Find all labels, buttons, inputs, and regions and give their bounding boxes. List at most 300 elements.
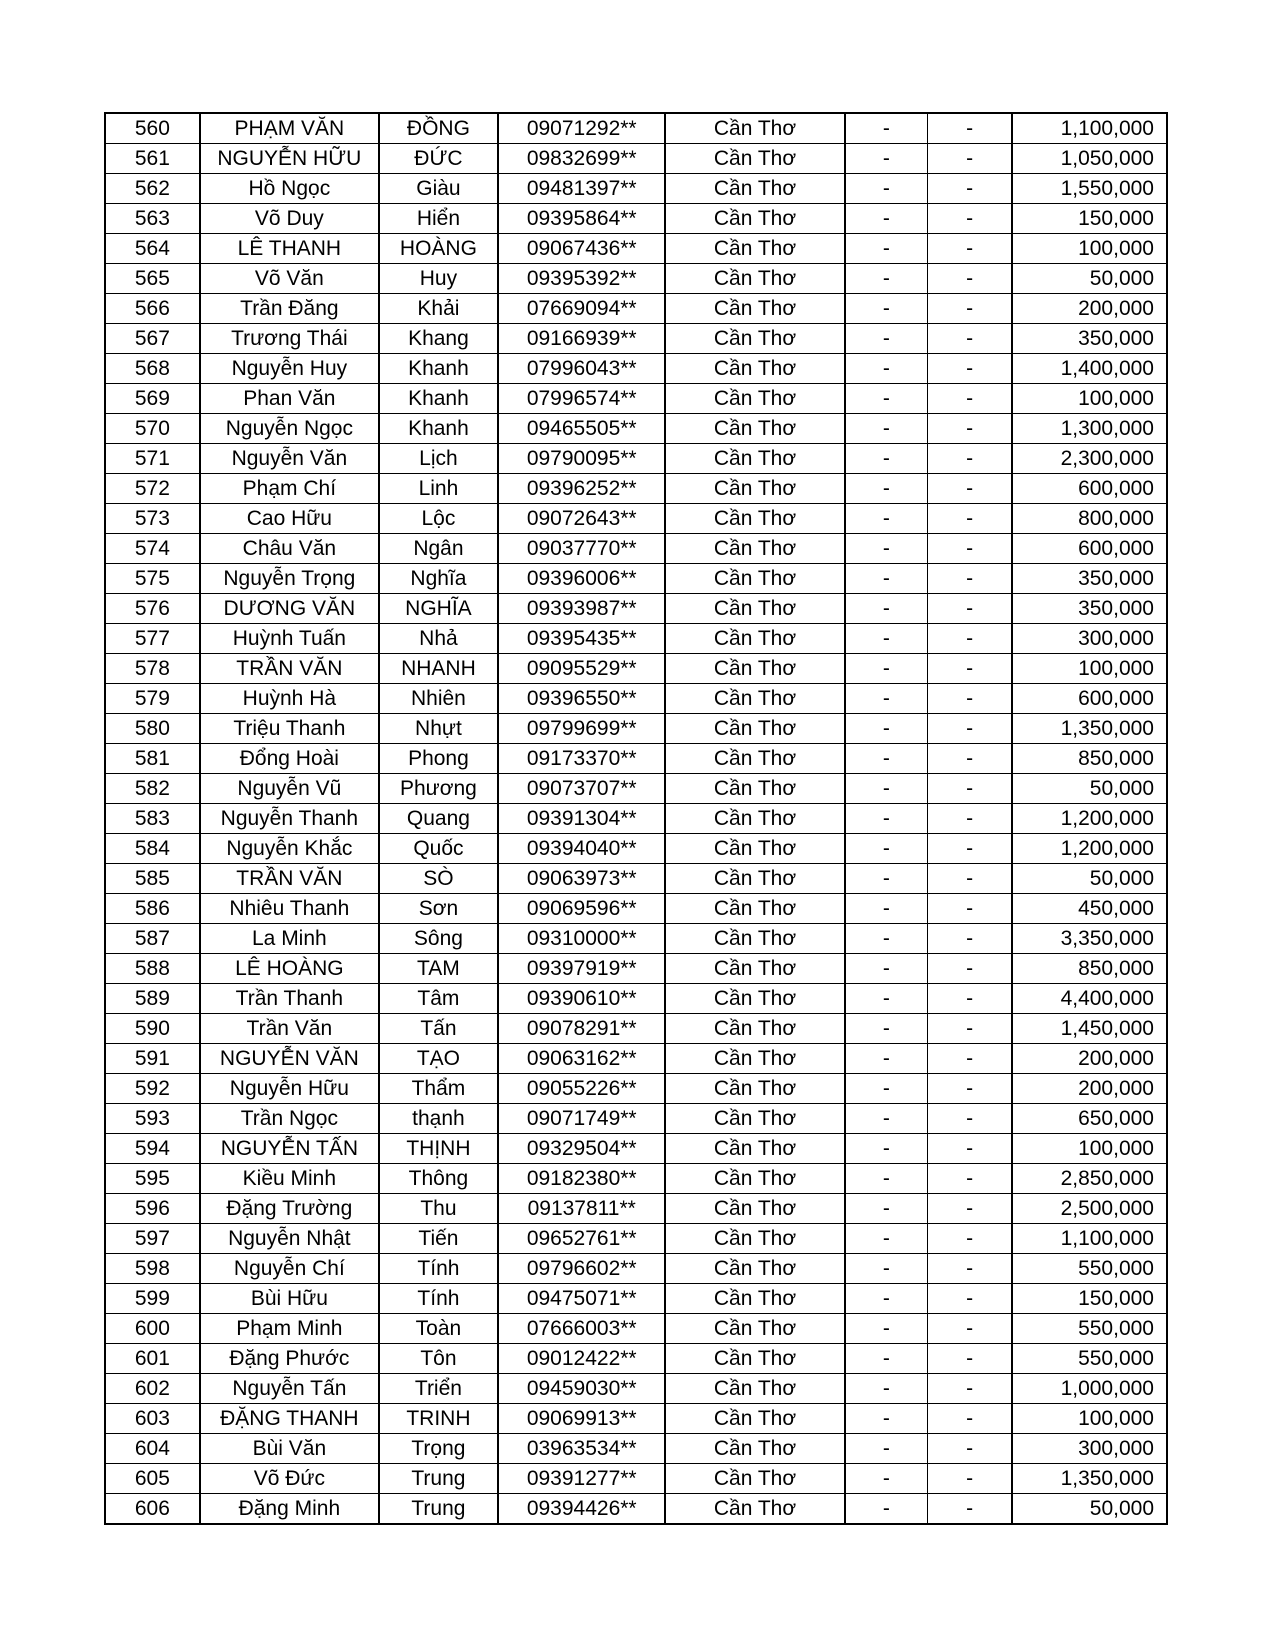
dash-cell-1: - — [845, 954, 928, 984]
dash-cell-2: - — [928, 1194, 1012, 1224]
amount-cell: 50,000 — [1012, 264, 1167, 294]
row-number-cell: 598 — [105, 1254, 200, 1284]
dash-cell-1: - — [845, 594, 928, 624]
dash-cell-1: - — [845, 384, 928, 414]
dash-cell-2: - — [928, 624, 1012, 654]
surname-cell: Võ Duy — [200, 204, 379, 234]
table-row — [105, 894, 1167, 924]
table-row — [105, 384, 1167, 414]
table-row — [105, 804, 1167, 834]
address-cell: Cần Thơ — [665, 1404, 844, 1434]
address-cell: Cần Thơ — [665, 1464, 844, 1494]
row-number-cell: 592 — [105, 1074, 200, 1104]
address-cell: Cần Thơ — [665, 624, 844, 654]
row-number-cell: 560 — [105, 113, 200, 144]
amount-cell: 100,000 — [1012, 1134, 1167, 1164]
surname-cell: Trần Đăng — [200, 294, 379, 324]
given-name-cell: Nhựt — [379, 714, 498, 744]
dash-cell-2: - — [928, 954, 1012, 984]
amount-cell: 2,850,000 — [1012, 1164, 1167, 1194]
dash-cell-1: - — [845, 1104, 928, 1134]
address-cell: Cần Thơ — [665, 684, 844, 714]
address-cell: Cần Thơ — [665, 144, 844, 174]
dash-cell-1: - — [845, 714, 928, 744]
amount-cell: 350,000 — [1012, 324, 1167, 354]
row-number-cell: 563 — [105, 204, 200, 234]
row-number-cell: 578 — [105, 654, 200, 684]
given-name-cell: ĐỒNG — [379, 113, 498, 144]
phone-cell: 09072643** — [498, 504, 666, 534]
row-number-cell: 576 — [105, 594, 200, 624]
amount-cell: 1,100,000 — [1012, 1224, 1167, 1254]
dash-cell-2: - — [928, 1494, 1012, 1525]
amount-cell: 600,000 — [1012, 534, 1167, 564]
amount-cell: 200,000 — [1012, 294, 1167, 324]
amount-cell: 550,000 — [1012, 1314, 1167, 1344]
address-cell: Cần Thơ — [665, 1104, 844, 1134]
address-cell: Cần Thơ — [665, 324, 844, 354]
amount-cell: 2,300,000 — [1012, 444, 1167, 474]
given-name-cell: Tính — [379, 1284, 498, 1314]
surname-cell: ĐẶNG THANH — [200, 1404, 379, 1434]
given-name-cell: Thông — [379, 1164, 498, 1194]
amount-cell: 200,000 — [1012, 1044, 1167, 1074]
amount-cell: 450,000 — [1012, 894, 1167, 924]
surname-cell: Huỳnh Hà — [200, 684, 379, 714]
given-name-cell: TẠO — [379, 1044, 498, 1074]
address-cell: Cần Thơ — [665, 113, 844, 144]
phone-cell: 07666003** — [498, 1314, 666, 1344]
row-number-cell: 567 — [105, 324, 200, 354]
row-number-cell: 564 — [105, 234, 200, 264]
dash-cell-2: - — [928, 113, 1012, 144]
table-row — [105, 1404, 1167, 1434]
given-name-cell: Tôn — [379, 1344, 498, 1374]
table-row — [105, 144, 1167, 174]
dash-cell-1: - — [845, 1014, 928, 1044]
given-name-cell: Linh — [379, 474, 498, 504]
dash-cell-1: - — [845, 1134, 928, 1164]
dash-cell-2: - — [928, 534, 1012, 564]
table-row — [105, 744, 1167, 774]
row-number-cell: 584 — [105, 834, 200, 864]
row-number-cell: 568 — [105, 354, 200, 384]
dash-cell-1: - — [845, 474, 928, 504]
row-number-cell: 575 — [105, 564, 200, 594]
given-name-cell: Triển — [379, 1374, 498, 1404]
given-name-cell: TRINH — [379, 1404, 498, 1434]
dash-cell-2: - — [928, 234, 1012, 264]
row-number-cell: 602 — [105, 1374, 200, 1404]
dash-cell-1: - — [845, 113, 928, 144]
phone-cell: 09394426** — [498, 1494, 666, 1525]
surname-cell: Đặng Phước — [200, 1344, 379, 1374]
dash-cell-2: - — [928, 474, 1012, 504]
amount-cell: 1,400,000 — [1012, 354, 1167, 384]
address-cell: Cần Thơ — [665, 864, 844, 894]
row-number-cell: 579 — [105, 684, 200, 714]
dash-cell-2: - — [928, 504, 1012, 534]
dash-cell-2: - — [928, 594, 1012, 624]
dash-cell-1: - — [845, 414, 928, 444]
dash-cell-1: - — [845, 444, 928, 474]
address-cell: Cần Thơ — [665, 1074, 844, 1104]
phone-cell: 09166939** — [498, 324, 666, 354]
surname-cell: Nguyễn Trọng — [200, 564, 379, 594]
table-row — [105, 354, 1167, 384]
table-row — [105, 1224, 1167, 1254]
row-number-cell: 569 — [105, 384, 200, 414]
dash-cell-1: - — [845, 204, 928, 234]
given-name-cell: HOÀNG — [379, 234, 498, 264]
phone-cell: 09799699** — [498, 714, 666, 744]
given-name-cell: Trọng — [379, 1434, 498, 1464]
phone-cell: 09069913** — [498, 1404, 666, 1434]
surname-cell: NGUYỄN TẤN — [200, 1134, 379, 1164]
dash-cell-1: - — [845, 1434, 928, 1464]
address-cell: Cần Thơ — [665, 1194, 844, 1224]
amount-cell: 1,200,000 — [1012, 804, 1167, 834]
phone-cell: 09055226** — [498, 1074, 666, 1104]
table-row — [105, 564, 1167, 594]
dash-cell-2: - — [928, 1074, 1012, 1104]
row-number-cell: 597 — [105, 1224, 200, 1254]
address-cell: Cần Thơ — [665, 444, 844, 474]
phone-cell: 09395864** — [498, 204, 666, 234]
address-cell: Cần Thơ — [665, 714, 844, 744]
surname-cell: Trần Văn — [200, 1014, 379, 1044]
amount-cell: 1,550,000 — [1012, 174, 1167, 204]
row-number-cell: 587 — [105, 924, 200, 954]
table-row — [105, 774, 1167, 804]
dash-cell-2: - — [928, 984, 1012, 1014]
surname-cell: Nguyễn Khắc — [200, 834, 379, 864]
table-row — [105, 714, 1167, 744]
dash-cell-2: - — [928, 174, 1012, 204]
dash-cell-2: - — [928, 144, 1012, 174]
dash-cell-1: - — [845, 654, 928, 684]
dash-cell-2: - — [928, 654, 1012, 684]
dash-cell-1: - — [845, 1164, 928, 1194]
row-number-cell: 591 — [105, 1044, 200, 1074]
dash-cell-1: - — [845, 1044, 928, 1074]
dash-cell-2: - — [928, 444, 1012, 474]
address-cell: Cần Thơ — [665, 234, 844, 264]
table-row — [105, 174, 1167, 204]
table-row — [105, 234, 1167, 264]
phone-cell: 07996574** — [498, 384, 666, 414]
table-row — [105, 624, 1167, 654]
surname-cell: Phạm Minh — [200, 1314, 379, 1344]
given-name-cell: Tính — [379, 1254, 498, 1284]
address-cell: Cần Thơ — [665, 1254, 844, 1284]
phone-cell: 09182380** — [498, 1164, 666, 1194]
given-name-cell: ĐỨC — [379, 144, 498, 174]
phone-cell: 09396006** — [498, 564, 666, 594]
table-row — [105, 1314, 1167, 1344]
address-cell: Cần Thơ — [665, 1374, 844, 1404]
row-number-cell: 580 — [105, 714, 200, 744]
dash-cell-1: - — [845, 864, 928, 894]
amount-cell: 550,000 — [1012, 1254, 1167, 1284]
amount-cell: 1,050,000 — [1012, 144, 1167, 174]
given-name-cell: Quốc — [379, 834, 498, 864]
phone-cell: 09310000** — [498, 924, 666, 954]
table-row — [105, 684, 1167, 714]
given-name-cell: Khải — [379, 294, 498, 324]
phone-cell: 09390610** — [498, 984, 666, 1014]
given-name-cell: Nhiên — [379, 684, 498, 714]
surname-cell: Nguyễn Văn — [200, 444, 379, 474]
amount-cell: 100,000 — [1012, 1404, 1167, 1434]
dash-cell-2: - — [928, 564, 1012, 594]
row-number-cell: 581 — [105, 744, 200, 774]
phone-cell: 09796602** — [498, 1254, 666, 1284]
surname-cell: NGUYỄN VĂN — [200, 1044, 379, 1074]
surname-cell: Đặng Trường — [200, 1194, 379, 1224]
surname-cell: Phan Văn — [200, 384, 379, 414]
dash-cell-2: - — [928, 294, 1012, 324]
table-row — [105, 294, 1167, 324]
dash-cell-2: - — [928, 1344, 1012, 1374]
surname-cell: Đặng Minh — [200, 1494, 379, 1525]
dash-cell-1: - — [845, 144, 928, 174]
table-row — [105, 444, 1167, 474]
dash-cell-1: - — [845, 294, 928, 324]
table-row — [105, 1344, 1167, 1374]
dash-cell-2: - — [928, 354, 1012, 384]
amount-cell: 1,350,000 — [1012, 1464, 1167, 1494]
donor-table — [104, 112, 1168, 1525]
given-name-cell: Sơn — [379, 894, 498, 924]
row-number-cell: 574 — [105, 534, 200, 564]
row-number-cell: 589 — [105, 984, 200, 1014]
phone-cell: 09037770** — [498, 534, 666, 564]
amount-cell: 1,350,000 — [1012, 714, 1167, 744]
dash-cell-1: - — [845, 1494, 928, 1525]
dash-cell-1: - — [845, 744, 928, 774]
address-cell: Cần Thơ — [665, 1344, 844, 1374]
phone-cell: 09481397** — [498, 174, 666, 204]
phone-cell: 09078291** — [498, 1014, 666, 1044]
surname-cell: Võ Đức — [200, 1464, 379, 1494]
amount-cell: 600,000 — [1012, 684, 1167, 714]
row-number-cell: 604 — [105, 1434, 200, 1464]
amount-cell: 1,200,000 — [1012, 834, 1167, 864]
dash-cell-2: - — [928, 1464, 1012, 1494]
dash-cell-2: - — [928, 864, 1012, 894]
phone-cell: 09393987** — [498, 594, 666, 624]
surname-cell: Bùi Hữu — [200, 1284, 379, 1314]
dash-cell-2: - — [928, 1104, 1012, 1134]
address-cell: Cần Thơ — [665, 804, 844, 834]
amount-cell: 850,000 — [1012, 954, 1167, 984]
dash-cell-1: - — [845, 264, 928, 294]
phone-cell: 09475071** — [498, 1284, 666, 1314]
phone-cell: 09012422** — [498, 1344, 666, 1374]
given-name-cell: NHANH — [379, 654, 498, 684]
dash-cell-2: - — [928, 264, 1012, 294]
table-row — [105, 414, 1167, 444]
phone-cell: 09063162** — [498, 1044, 666, 1074]
dash-cell-2: - — [928, 414, 1012, 444]
phone-cell: 09137811** — [498, 1194, 666, 1224]
dash-cell-1: - — [845, 924, 928, 954]
given-name-cell: Lịch — [379, 444, 498, 474]
dash-cell-2: - — [928, 204, 1012, 234]
dash-cell-1: - — [845, 1314, 928, 1344]
given-name-cell: Nhả — [379, 624, 498, 654]
row-number-cell: 577 — [105, 624, 200, 654]
surname-cell: Nguyễn Tấn — [200, 1374, 379, 1404]
given-name-cell: Phương — [379, 774, 498, 804]
address-cell: Cần Thơ — [665, 924, 844, 954]
given-name-cell: Tâm — [379, 984, 498, 1014]
amount-cell: 1,450,000 — [1012, 1014, 1167, 1044]
dash-cell-2: - — [928, 1014, 1012, 1044]
row-number-cell: 588 — [105, 954, 200, 984]
dash-cell-1: - — [845, 1074, 928, 1104]
address-cell: Cần Thơ — [665, 1314, 844, 1344]
row-number-cell: 573 — [105, 504, 200, 534]
address-cell: Cần Thơ — [665, 384, 844, 414]
amount-cell: 300,000 — [1012, 1434, 1167, 1464]
address-cell: Cần Thơ — [665, 294, 844, 324]
amount-cell: 50,000 — [1012, 1494, 1167, 1525]
phone-cell: 03963534** — [498, 1434, 666, 1464]
amount-cell: 850,000 — [1012, 744, 1167, 774]
surname-cell: Võ Văn — [200, 264, 379, 294]
surname-cell: Bùi Văn — [200, 1434, 379, 1464]
dash-cell-1: - — [845, 774, 928, 804]
surname-cell: Kiều Minh — [200, 1164, 379, 1194]
address-cell: Cần Thơ — [665, 1494, 844, 1525]
phone-cell: 09397919** — [498, 954, 666, 984]
amount-cell: 50,000 — [1012, 864, 1167, 894]
address-cell: Cần Thơ — [665, 744, 844, 774]
dash-cell-1: - — [845, 1194, 928, 1224]
phone-cell: 09391304** — [498, 804, 666, 834]
given-name-cell: Khanh — [379, 354, 498, 384]
surname-cell: LÊ THANH — [200, 234, 379, 264]
surname-cell: Châu Văn — [200, 534, 379, 564]
row-number-cell: 605 — [105, 1464, 200, 1494]
surname-cell: Nguyễn Hữu — [200, 1074, 379, 1104]
surname-cell: Hồ Ngọc — [200, 174, 379, 204]
dash-cell-1: - — [845, 534, 928, 564]
given-name-cell: Toàn — [379, 1314, 498, 1344]
table-row — [105, 1164, 1167, 1194]
amount-cell: 1,100,000 — [1012, 113, 1167, 144]
given-name-cell: Hiển — [379, 204, 498, 234]
address-cell: Cần Thơ — [665, 774, 844, 804]
table-row — [105, 594, 1167, 624]
phone-cell: 09329504** — [498, 1134, 666, 1164]
dash-cell-1: - — [845, 1284, 928, 1314]
row-number-cell: 601 — [105, 1344, 200, 1374]
given-name-cell: Trung — [379, 1464, 498, 1494]
phone-cell: 09071749** — [498, 1104, 666, 1134]
dash-cell-2: - — [928, 324, 1012, 354]
surname-cell: Trương Thái — [200, 324, 379, 354]
address-cell: Cần Thơ — [665, 954, 844, 984]
table-row — [105, 1254, 1167, 1284]
given-name-cell: Ngân — [379, 534, 498, 564]
dash-cell-2: - — [928, 1434, 1012, 1464]
dash-cell-1: - — [845, 894, 928, 924]
dash-cell-1: - — [845, 1464, 928, 1494]
phone-cell: 09396252** — [498, 474, 666, 504]
amount-cell: 150,000 — [1012, 204, 1167, 234]
phone-cell: 09394040** — [498, 834, 666, 864]
address-cell: Cần Thơ — [665, 264, 844, 294]
given-name-cell: Giàu — [379, 174, 498, 204]
amount-cell: 550,000 — [1012, 1344, 1167, 1374]
address-cell: Cần Thơ — [665, 174, 844, 204]
phone-cell: 07669094** — [498, 294, 666, 324]
given-name-cell: Phong — [379, 744, 498, 774]
surname-cell: Nguyễn Thanh — [200, 804, 379, 834]
dash-cell-2: - — [928, 744, 1012, 774]
address-cell: Cần Thơ — [665, 1224, 844, 1254]
given-name-cell: Sông — [379, 924, 498, 954]
surname-cell: PHẠM VĂN — [200, 113, 379, 144]
address-cell: Cần Thơ — [665, 1434, 844, 1464]
table-row — [105, 264, 1167, 294]
amount-cell: 300,000 — [1012, 624, 1167, 654]
phone-cell: 09069596** — [498, 894, 666, 924]
row-number-cell: 570 — [105, 414, 200, 444]
amount-cell: 800,000 — [1012, 504, 1167, 534]
address-cell: Cần Thơ — [665, 1044, 844, 1074]
dash-cell-2: - — [928, 834, 1012, 864]
table-body — [105, 113, 1167, 1524]
amount-cell: 1,300,000 — [1012, 414, 1167, 444]
table-row — [105, 1494, 1167, 1525]
amount-cell: 4,400,000 — [1012, 984, 1167, 1014]
row-number-cell: 596 — [105, 1194, 200, 1224]
address-cell: Cần Thơ — [665, 594, 844, 624]
row-number-cell: 583 — [105, 804, 200, 834]
dash-cell-2: - — [928, 1314, 1012, 1344]
row-number-cell: 606 — [105, 1494, 200, 1525]
phone-cell: 09071292** — [498, 113, 666, 144]
table-row — [105, 1014, 1167, 1044]
given-name-cell: TAM — [379, 954, 498, 984]
dash-cell-1: - — [845, 834, 928, 864]
amount-cell: 650,000 — [1012, 1104, 1167, 1134]
given-name-cell: Khanh — [379, 414, 498, 444]
table-row — [105, 834, 1167, 864]
phone-cell: 09832699** — [498, 144, 666, 174]
address-cell: Cần Thơ — [665, 204, 844, 234]
dash-cell-1: - — [845, 1254, 928, 1284]
table-row — [105, 954, 1167, 984]
amount-cell: 2,500,000 — [1012, 1194, 1167, 1224]
dash-cell-2: - — [928, 384, 1012, 414]
table-row — [105, 534, 1167, 564]
address-cell: Cần Thơ — [665, 504, 844, 534]
surname-cell: Đổng Hoài — [200, 744, 379, 774]
dash-cell-2: - — [928, 804, 1012, 834]
given-name-cell: Thẩm — [379, 1074, 498, 1104]
dash-cell-2: - — [928, 714, 1012, 744]
surname-cell: TRẦN VĂN — [200, 864, 379, 894]
row-number-cell: 594 — [105, 1134, 200, 1164]
phone-cell: 09395435** — [498, 624, 666, 654]
row-number-cell: 582 — [105, 774, 200, 804]
given-name-cell: thạnh — [379, 1104, 498, 1134]
